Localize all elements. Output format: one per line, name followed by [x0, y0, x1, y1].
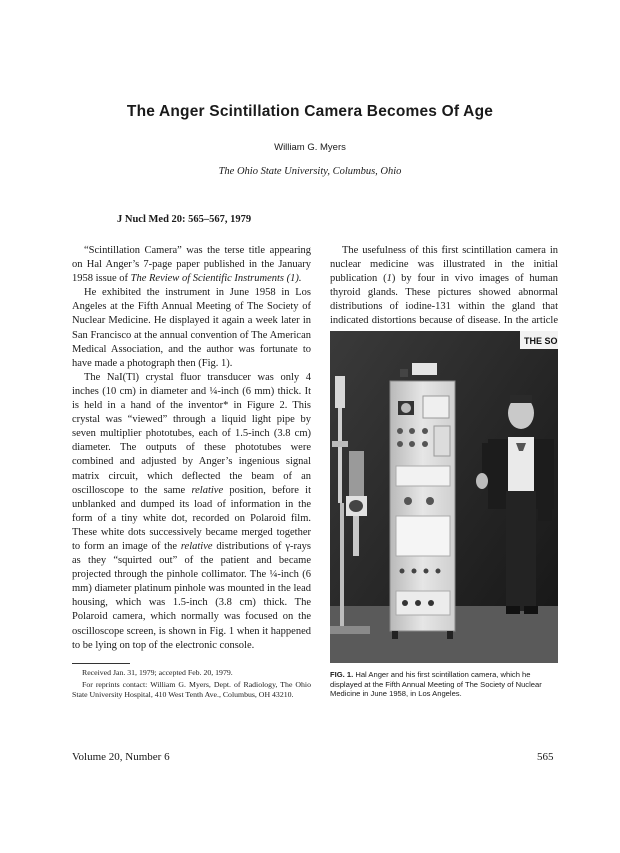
paragraph-2: He exhibited the instrument in June 1958 in Los Angeles at the Fifth Annual Meeting of The Society of Nuclear Medicine. He displayed it again a week later in San Francisco at the annual convention of The American Medical Association, and the author was fortunate to have made a photograph then (Fig. 1). — [72, 287, 311, 369]
volume-info: Volume 20, Number 6 — [72, 751, 170, 763]
footnote-reprints: For reprints contact: William G. Myers, Dept. of Radiology, The Ohio State University Hospital, 410 West Tenth Ave., Columbus, OH 43210. — [72, 680, 311, 700]
caption-label: FIG. 1. — [330, 670, 354, 679]
italic-word: relative — [191, 484, 224, 496]
author-affiliation: The Ohio State University, Columbus, Ohio — [218, 166, 402, 177]
journal-citation: J Nucl Med 20: 565–567, 1979 — [117, 214, 252, 225]
journal-name-italic: The Review of Scientific Instruments (1). — [130, 273, 302, 285]
italic-word: relative — [180, 540, 213, 552]
caption-text: Hal Anger and his first scintillation camera, which he displayed at the Fifth Annual Meeting of The Society of Nuclear Medicine in June 1958, in Los Angeles. — [330, 670, 542, 699]
article-title: The Anger Scintillation Camera Becomes Of Age — [126, 103, 494, 120]
page-number: 565 — [537, 751, 554, 763]
footnote-divider — [72, 663, 130, 664]
paragraph-3 — [72, 371, 311, 653]
figure-1-photo — [330, 331, 558, 663]
paragraph-1 — [72, 244, 311, 286]
left-column — [72, 244, 311, 653]
paragraph-text: distributions of γ-rays as they “squirted out” of the patient and became projected through the pinhole collimator. The ¼-inch (6 mm) diameter platinum pinhole was mounted in the lead housing, which was 1.5-inch (3.8 cm) thick. The Polaroid camera, which normally was focused on the oscilloscope screen, is shown in Fig. 1 when it happened to be lying on top of the electronic console. — [72, 540, 311, 651]
paragraph-text: The usefulness of this first scintillation camera in nuclear medicine was illustrated in the initial publication ( — [330, 245, 558, 285]
footnotes — [72, 668, 311, 703]
reference-number: 1 — [386, 273, 392, 285]
electronic-console — [390, 363, 455, 639]
footnote-received: Received Jan. 31, 1979; accepted Feb. 20, 1979. — [82, 668, 233, 677]
paragraph-text: ) by four in vivo images of human thyroid glands. These pictures showed abnormal distributions of iodine-131 within the gland that indicated distortions because of disease. In the article — [330, 273, 558, 327]
paragraph-text: “Scintillation Camera” was the terse title appearing on Hal Anger’s 7-page paper published in the January 1958 issue of — [72, 245, 311, 285]
figure-1-caption — [330, 670, 558, 699]
paragraph-4 — [330, 244, 558, 343]
paragraph-text: position, before it unblanked and dumped its load of information in the form of a tiny white dot, recorded on Polaroid film. These white dots successively became merged together to form an image of the — [72, 484, 311, 552]
author-name: William G. Myers — [274, 142, 346, 153]
wall-sign-text: THE SO — [524, 336, 558, 346]
paragraph-text: The NaI(Tl) crystal fluor transducer was only 4 inches (10 cm) in diameter and ¼-inch (6 mm) thick. It is held in a hand of the inventor* in Figure 2. This crystal was “viewed” through a liquid light pipe by seven multiplier phototubes, each of 1.5-inch (3.8 cm) diameter. The outputs of these phototubes were combined and adjusted by Anger’s ingenious signal matrix circuit, which deflected the beam of an oscilloscope to the same — [72, 371, 311, 496]
right-column — [330, 244, 558, 343]
